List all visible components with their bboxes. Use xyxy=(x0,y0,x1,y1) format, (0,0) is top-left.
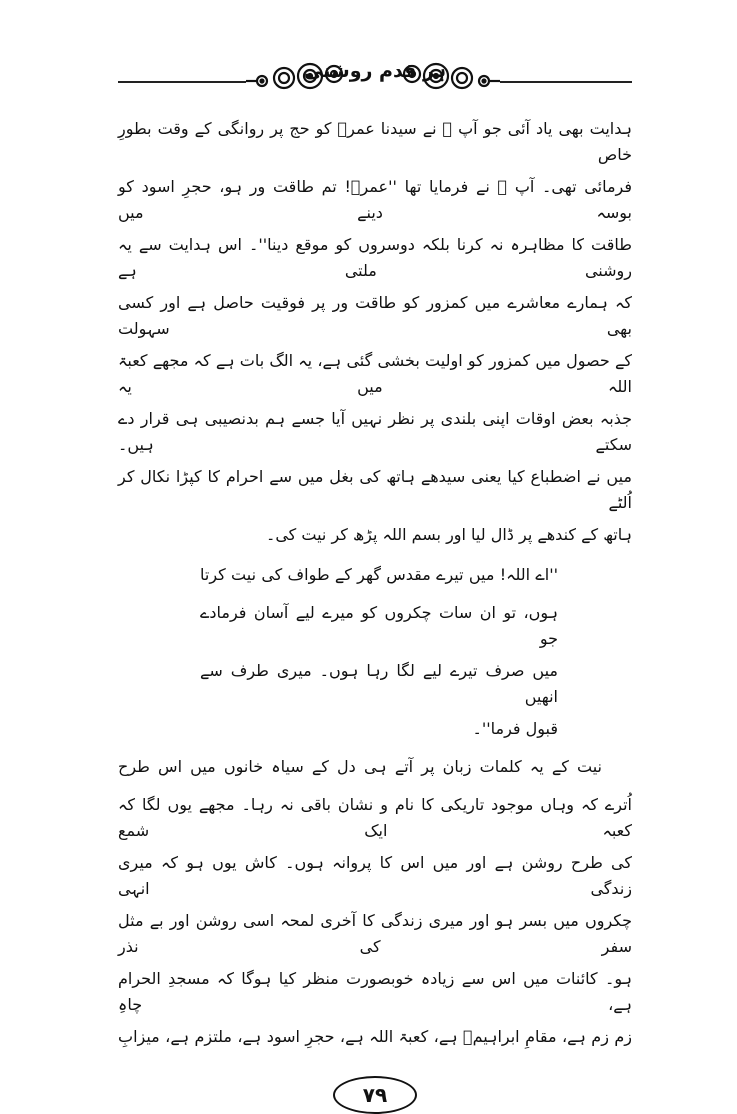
prayer-quote xyxy=(200,556,558,748)
text-line: نیت کے یہ کلمات زبان پر آتے ہی دل کے سیاہ خانوں میں اس طرح xyxy=(118,757,602,776)
header-title: ہر قدم روشنی xyxy=(304,60,446,82)
text-line: فرمائی تھی۔ آپ ﷺ نے فرمایا تھا ''عمرؓ! تم طاقت ور ہو، حجرِ اسود کو بوسہ دینے میں xyxy=(118,177,632,222)
text-line: ہدایت بھی یاد آئی جو آپ ﷺ نے سیدنا عمرؓ کو حج پر روانگی کے وقت بطورِ خاص xyxy=(118,119,632,164)
prayer-line: قبول فرما''۔ xyxy=(472,719,558,738)
text-line: چکروں میں بسر ہو اور میری زندگی کا آخری لمحہ اسی روشن اور بے مثل سفر کی نذر xyxy=(118,911,632,956)
text-line: کی طرح روشن ہے اور میں اس کا پروانہ ہوں۔ کاش یوں ہو کہ میری زندگی انہی xyxy=(118,853,632,898)
text-line: طاقت کا مظاہرہ نہ کرنا بلکہ دوسروں کو موقع دینا''۔ اس ہدایت سے یہ روشنی ملتی ہے xyxy=(118,235,632,280)
text-line: زم زم ہے، مقامِ ابراہیمؑ ہے، کعبۃ اللہ ہے، حجرِ اسود ہے، ملتزم ہے، میزابِ xyxy=(118,1027,632,1046)
paragraph-2 xyxy=(118,748,632,1056)
text-line: کہ ہمارے معاشرے میں کمزور کو طاقت ور پر فوقیت حاصل ہے اور کسی بھی سہولت xyxy=(118,293,632,338)
prayer-line: میں صرف تیرے لیے لگا رہا ہوں۔ میری طرف سے انھیں xyxy=(200,661,558,706)
text-line: اُترے کہ وہاں موجود تاریکی کا نام و نشان باقی نہ رہا۔ مجھے یوں لگا کہ کعبہ ایک شمع xyxy=(118,795,632,840)
prayer-line: ہوں، تو ان سات چکروں کو میرے لیے آسان فرمادے جو xyxy=(200,603,558,648)
page-number: ۷۹ xyxy=(333,1076,417,1114)
text-line: میں نے اضطباع کیا یعنی سیدھے ہاتھ کی بغل میں سے احرام کا کپڑا نکال کر اُلٹے xyxy=(118,467,632,512)
prayer-line: ''اے اللہ! میں تیرے مقدس گھر کے طواف کی نیت کرتا xyxy=(200,565,558,584)
paragraph-1 xyxy=(118,110,632,556)
page-number-area xyxy=(118,1076,632,1114)
text-line: جذبہ بعض اوقات اپنی بلندی پر نظر نہیں آیا جسے ہم بدنصیبی ہی قرار دے سکتے ہیں۔ xyxy=(118,409,632,454)
book-page xyxy=(118,0,632,1114)
running-header xyxy=(118,52,632,102)
text-line: کے حصول میں کمزور کو اولیت بخشی گئی ہے، یہ الگ بات ہے کہ مجھے کعبۃ اللہ میں یہ xyxy=(118,351,632,396)
text-line: ہو۔ کائنات میں اس سے زیادہ خوبصورت منظر کیا ہوگا کہ مسجدِ الحرام ہے، چاہِ xyxy=(118,969,632,1014)
text-line: ہاتھ کے کندھے پر ڈال لیا اور بسم اللہ پڑھ کر نیت کی۔ xyxy=(265,525,632,544)
